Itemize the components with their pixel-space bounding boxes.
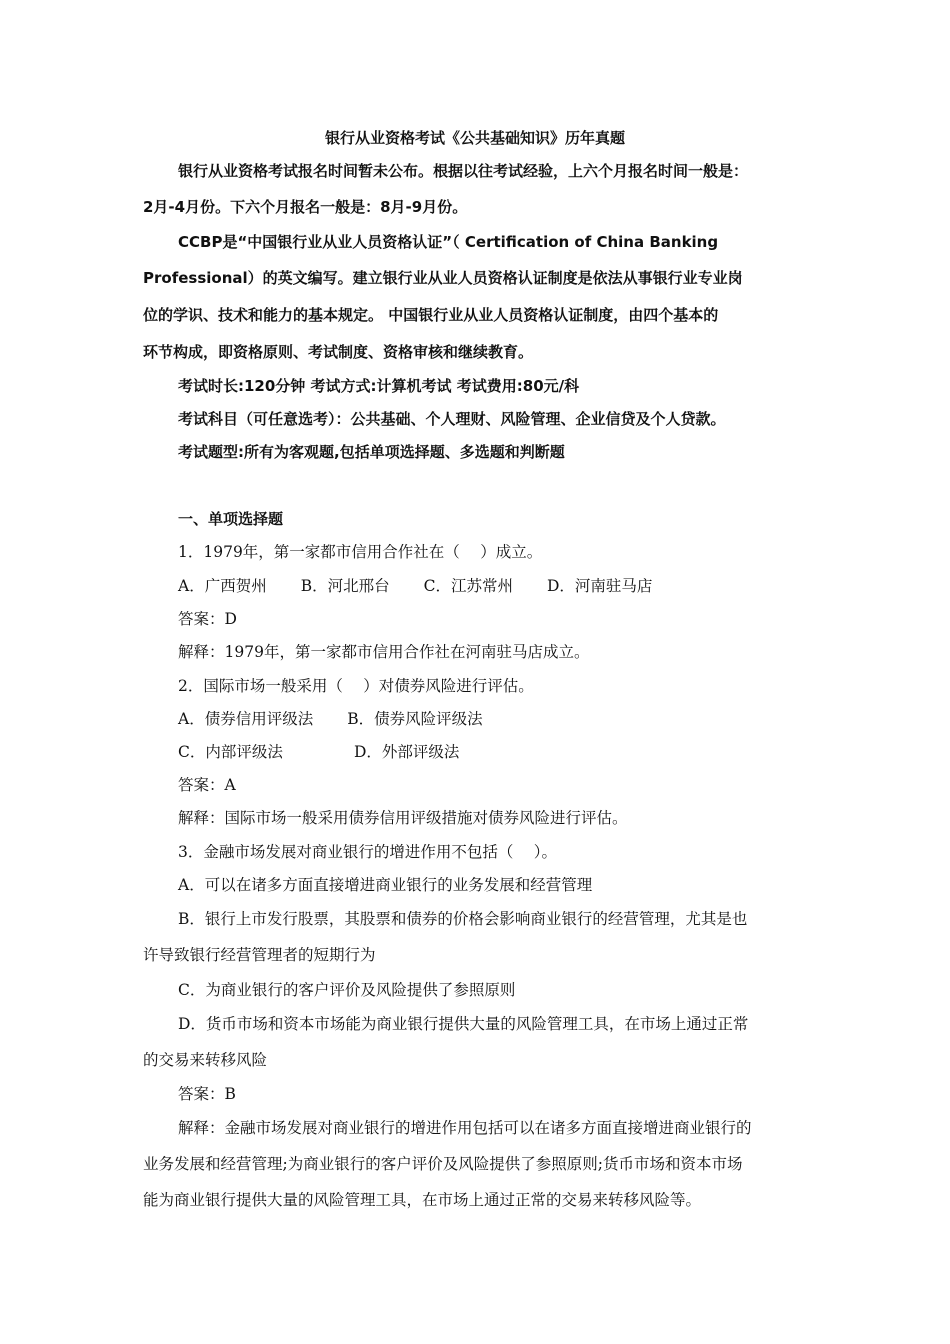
q3-explanation-line-2: 业务发展和经营管理;为商业银行的客户评价及风险提供了参照原则;货币市场和资本市场 [143,1155,743,1173]
q3-explanation-line-3: 能为商业银行提供大量的风险管理工具，在市场上通过正常的交易来转移风险等。 [143,1191,702,1209]
q3-option-a: A．可以在诸多方面直接增进商业银行的业务发展和经营管理 [178,876,593,894]
q1-explanation: 解释：1979年，第一家都市信用合作社在河南驻马店成立。 [178,643,590,661]
q3-option-d-line-2: 的交易来转移风险 [143,1051,268,1069]
q2-options-row-1 [178,709,483,729]
q2-options-row-2 [178,742,459,762]
intro-paragraph-2-line-1: CCBP是“中国银行业从业人员资格认证”（ Certification of China Banking [178,233,719,251]
exam-info-line: 考试时长:120分钟 考试方式:计算机考试 考试费用:80元/科 [178,377,580,395]
q2-answer: 答案：A [178,776,236,794]
q1-option-a: A．广西贺州 [178,577,267,595]
q2-option-c: C．内部评级法 [178,743,283,761]
intro-paragraph-1-line-1: 银行从业资格考试报名时间暂未公布。根据以往考试经验，上六个月报名时间一般是： [178,162,749,180]
q2-option-b: B．债券风险评级法 [347,710,483,728]
document-title: 银行从业资格考试《公共基础知识》历年真题 [324,129,625,147]
q1-option-b: B．河北邢台 [300,577,390,595]
q1-question: 1．1979年，第一家都市信用合作社在（ ）成立。 [178,543,543,561]
q3-explanation-line-1: 解释：金融市场发展对商业银行的增进作用包括可以在诸多方面直接增进商业银行的 [178,1119,752,1137]
q3-option-c: C．为商业银行的客户评价及风险提供了参照原则 [178,981,516,999]
q2-option-d: D．外部评级法 [354,743,460,761]
q1-answer: 答案：D [178,610,237,628]
q2-question: 2．国际市场一般采用（ ）对债券风险进行评估。 [178,677,534,695]
q3-option-b-line-2: 许导致银行经营管理者的短期行为 [143,946,376,964]
exam-subjects-line: 考试科目（可任意选考）：公共基础、个人理财、风险管理、企业信贷及个人贷款。 [178,410,726,428]
q1-option-c: C．江苏常州 [423,577,513,595]
section-heading: 一、单项选择题 [178,510,284,528]
exam-question-types-line: 考试题型:所有为客观题,包括单项选择题、多选题和判断题 [178,443,565,461]
intro-paragraph-2-line-2: Professional）的英文编写。建立银行业从业人员资格认证制度是依法从事银行业专业岗 [143,269,743,287]
q3-question: 3．金融市场发展对商业银行的增进作用不包括（ ）。 [178,843,558,861]
intro-paragraph-2-line-3: 位的学识、技术和能力的基本规定。 中国银行业从业人员资格认证制度，由四个基本的 [143,306,719,324]
intro-paragraph-2-line-4: 环节构成，即资格原则、考试制度、资格审核和继续教育。 [143,343,534,361]
q3-option-b-line-1: B．银行上市发行股票，其股票和债券的价格会影响商业银行的经营管理，尤其是也 [178,910,748,928]
q1-option-d: D．河南驻马店 [546,577,653,595]
intro-paragraph-1-line-2: 2月-4月份。下六个月报名一般是：8月-9月份。 [143,198,468,216]
q2-option-a: A．债券信用评级法 [178,710,314,728]
q3-answer: 答案：B [178,1085,236,1103]
q3-option-d-line-1: D．货币市场和资本市场能为商业银行提供大量的风险管理工具，在市场上通过正常 [178,1015,749,1033]
q2-explanation: 解释：国际市场一般采用债券信用评级措施对债券风险进行评估。 [178,809,628,827]
q1-options [178,576,652,596]
